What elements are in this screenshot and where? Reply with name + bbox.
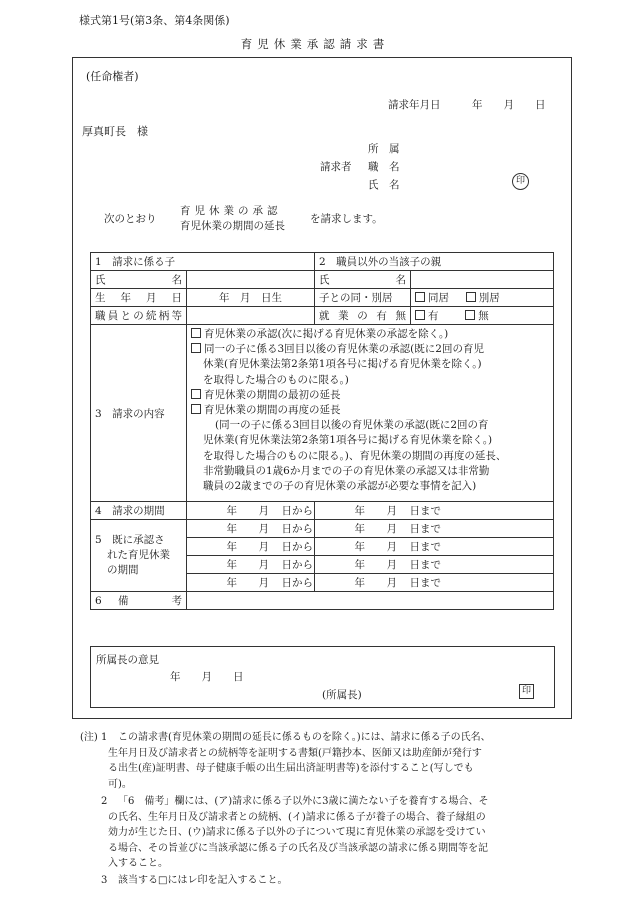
day-from-unit: 日から <box>281 559 313 571</box>
intro-option-approval: 育児休業の承認 <box>180 205 282 217</box>
day-to-unit: 日まで <box>409 523 441 535</box>
year-unit: 年 <box>354 541 365 553</box>
day-from-unit: 日から <box>281 541 313 553</box>
content-text-line: (同一の子に係る3回目以後の育児休業の承認(既に2回の育 <box>215 419 489 432</box>
content-text-line: 休業(育児休業法第2条第1項各号に掲げる育児休業を除く。) <box>203 358 482 371</box>
cohabit-separate-checkbox[interactable] <box>466 292 476 302</box>
day-to-unit: 日まで <box>409 577 441 589</box>
employment-no-checkbox[interactable] <box>465 310 475 320</box>
note-2-line: る場合、その旨並びに当該承認に係る子の氏名及び当該承認の請求に係る期間等を記 <box>108 842 488 854</box>
employment-yes-checkbox[interactable] <box>415 310 425 320</box>
supervisor-seal-mark[interactable]: 印 <box>519 684 534 699</box>
appointing-authority: (任命権者) <box>86 70 139 83</box>
other-parent-name-field[interactable] <box>411 271 554 289</box>
content-text-line: 非常勤職員の1歳6か月までの子の育児休業の承認又は非常勤 <box>203 464 490 477</box>
year-unit: 年 <box>354 577 365 589</box>
month-unit: 月 <box>386 577 397 589</box>
content-option-second-extension: 育児休業の期間の再度の延長 <box>204 404 341 417</box>
day-from-unit: 日から <box>281 577 313 589</box>
notes-marker: (注) <box>80 732 98 743</box>
year-unit: 年 <box>226 577 237 589</box>
note-2-line: 「6 備考」欄には、(ア)請求に係る子以外に3歳に満たない子を養育する場合、そ <box>118 796 489 807</box>
request-period-to[interactable] <box>315 502 554 520</box>
month-unit: 月 <box>386 505 397 517</box>
day-to-unit: 日まで <box>409 541 441 553</box>
addressee: 厚真町長 様 <box>82 125 148 138</box>
content-checkbox-first-extension[interactable] <box>191 389 201 399</box>
content-checkbox-third-approval[interactable] <box>191 343 201 353</box>
month-unit: 月 <box>258 559 269 571</box>
intro-tail-text: を請求します。 <box>310 213 383 225</box>
year-unit: 年 <box>226 559 237 571</box>
prior-period-label <box>91 520 187 592</box>
cohabit-label: 子との同・別居 <box>315 289 411 307</box>
year-unit: 年 <box>226 541 237 553</box>
intro-lead-text: 次のとおり <box>104 213 157 225</box>
month-unit: 月 <box>258 523 269 535</box>
birth-date-field[interactable]: 年 月 日生 <box>187 289 315 307</box>
month-unit: 月 <box>386 541 397 553</box>
note-1-line: この請求書(育児休業の期間の延長に係るものを除く。)には、請求に係る子の氏名、 <box>118 732 491 743</box>
supervisor-opinion-title: 所属長の意見 <box>96 654 159 666</box>
month-unit: 月 <box>386 523 397 535</box>
prior-period-to[interactable] <box>315 538 554 556</box>
content-text-line: を取得した場合のものに限る。) <box>203 373 349 386</box>
note-2-line: 入すること。 <box>108 858 168 869</box>
note-3-number: 3 <box>101 875 108 886</box>
prior-period-from[interactable] <box>187 538 315 556</box>
section2-header: 2 職員以外の当該子の親 <box>315 253 554 271</box>
prior-period-to[interactable] <box>315 556 554 574</box>
prior-label-line: れた育児休業 <box>107 549 170 561</box>
employment-no-label: 無 <box>478 310 489 322</box>
job-title-label: 職 名 <box>368 161 400 173</box>
prior-period-to[interactable] <box>315 520 554 538</box>
day-from-unit: 日から <box>281 505 313 517</box>
note-3-line: 該当する□にはレ印を記入すること。 <box>118 875 288 886</box>
note-1-line: 可)。 <box>108 778 132 790</box>
cohabit-separate-label: 別居 <box>478 292 500 304</box>
year-unit: 年 <box>354 559 365 571</box>
prior-period-from[interactable] <box>187 574 315 592</box>
prior-label-line: 5 既に承認さ <box>95 534 165 546</box>
cohabit-together-label: 同居 <box>428 292 449 304</box>
content-text-line: を取得した場合のものに限る。)、育児休業の期間の再度の延長、 <box>203 449 507 462</box>
year-unit: 年 <box>354 505 365 517</box>
prior-label-line: の期間 <box>107 564 139 576</box>
content-option-approval: 育児休業の承認(次に掲げる育児休業の承認を除く。) <box>204 328 449 340</box>
remarks-label: 6 備 考 <box>91 592 187 610</box>
note-2-number: 2 <box>101 796 108 807</box>
supervisor-date[interactable]: 年 月 日 <box>170 671 244 683</box>
note-1-line: 生年月日及び請求者との続柄等を証明する書類(戸籍抄本、医師又は助産師が発行す <box>108 747 482 759</box>
relation-label: 職員との続柄等 <box>91 307 187 325</box>
section1-header: 1 請求に係る子 <box>91 253 315 271</box>
prior-period-to[interactable] <box>315 574 554 592</box>
content-text-line: 児休業(育児休業法第2条第1項各号に掲げる育児休業を除く。) <box>203 434 493 447</box>
employment-options <box>411 307 554 325</box>
requester-label: 請求者 <box>320 161 352 173</box>
note-1-number: 1 <box>101 732 108 743</box>
content-option-third-approval: 同一の子に係る3回目以後の育児休業の承認(既に2回の育児 <box>204 343 484 356</box>
note-2-line: の氏名、生年月日及び請求者との続柄、(イ)請求に係る子が養子の場合、養子縁組の <box>108 811 486 823</box>
year-unit: 年 <box>226 505 237 517</box>
day-from-unit: 日から <box>281 523 313 535</box>
affiliation-label: 所 属 <box>368 143 400 155</box>
other-parent-name-label: 氏 名 <box>315 271 411 289</box>
month-unit: 月 <box>258 541 269 553</box>
content-checkbox-approval[interactable] <box>191 328 201 338</box>
year-unit: 年 <box>226 523 237 535</box>
intro-option-extension: 育児休業の期間の延長 <box>180 220 285 232</box>
request-details-table <box>90 252 554 610</box>
child-name-label: 氏 名 <box>91 271 187 289</box>
cohabit-options <box>411 289 554 307</box>
year-unit: 年 <box>354 523 365 535</box>
note-2-line: 効力が生じた日、(ウ)請求に係る子以外の子について現に育児休業の承認を受けてい <box>108 827 486 838</box>
supervisor-affiliation-label: (所属長) <box>322 689 362 701</box>
child-name-field[interactable] <box>187 271 315 289</box>
request-content-label: 3 請求の内容 <box>91 325 187 502</box>
day-to-unit: 日まで <box>409 505 441 517</box>
request-period-label: 4 請求の期間 <box>91 502 187 520</box>
month-unit: 月 <box>258 577 269 589</box>
content-option-first-extension: 育児休業の期間の最初の延長 <box>204 388 341 401</box>
cohabit-together-checkbox[interactable] <box>415 292 425 302</box>
request-content-options <box>187 325 554 502</box>
remarks-field[interactable] <box>187 592 554 610</box>
day-to-unit: 日まで <box>409 559 441 571</box>
content-text-line: 職員の2歳までの子の育児休業の承認が必要な事情を記入) <box>203 480 477 493</box>
relation-field[interactable] <box>187 307 315 325</box>
seal-stamp-mark[interactable]: 印 <box>512 173 529 190</box>
birth-date-label: 生 年 月 日 <box>91 289 187 307</box>
content-checkbox-second-extension[interactable] <box>191 404 201 414</box>
name-label: 氏 名 <box>368 179 400 191</box>
form-number: 様式第1号(第3条、第4条関係) <box>79 14 230 27</box>
note-1-line: る出生(産)証明書、母子健康手帳の出生届出済証明書等)を添付すること(写しでも <box>108 763 474 774</box>
document-title: 育児休業承認請求書 <box>240 37 390 51</box>
employment-label: 就業の有無 <box>315 307 411 325</box>
month-unit: 月 <box>386 559 397 571</box>
request-date-line[interactable]: 請求年月日 年 月 日 <box>388 99 546 111</box>
request-period-from[interactable] <box>187 502 315 520</box>
employment-yes-label: 有 <box>428 310 439 322</box>
month-unit: 月 <box>258 505 269 517</box>
prior-period-from[interactable] <box>187 556 315 574</box>
prior-period-from[interactable] <box>187 520 315 538</box>
